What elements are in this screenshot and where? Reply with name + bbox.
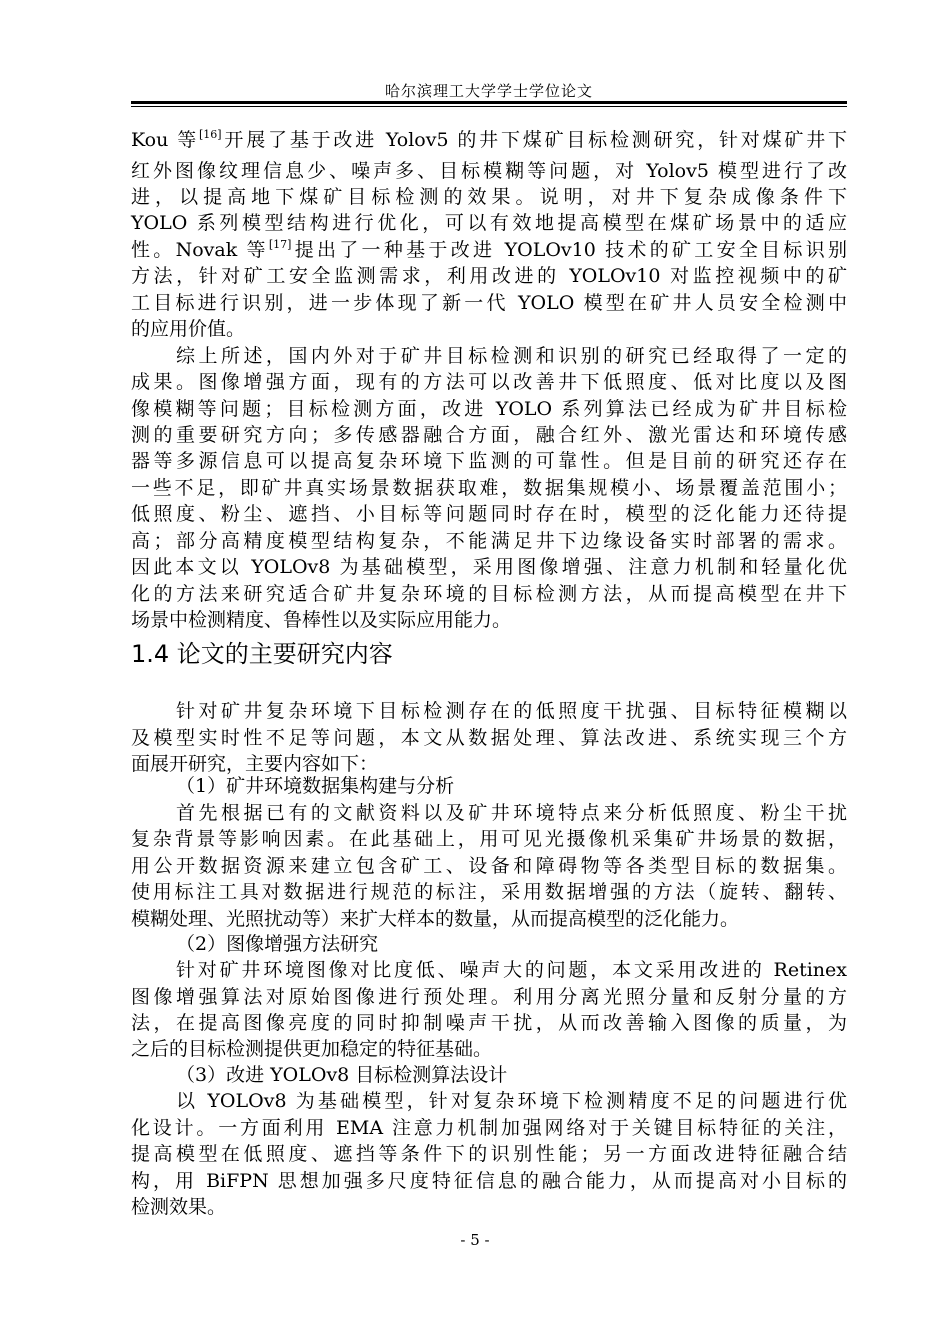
item3-line-2: 化设计。一方面利用 EMA 注意力机制加强网络对于关键目标特征的关注， <box>131 1117 847 1139</box>
item3-title: （3）改进 YOLOv8 目标检测算法设计 <box>176 1064 508 1086</box>
p1-line-4: YOLO 系列模型结构进行优化，可以有效地提高模型在煤矿场景中的适应 <box>131 212 847 234</box>
item3-line-1: 以 YOLOv8 为基础模型，针对复杂环境下检测精度不足的问题进行优 <box>176 1090 847 1112</box>
p1-line-7: 工目标进行识别，进一步体现了新一代 YOLO 模型在矿井人员安全检测中 <box>131 292 847 314</box>
p3-line-1: 针对矿井复杂环境下目标检测存在的低照度干扰强、目标特征模糊以 <box>176 700 847 722</box>
item2-line-2: 图像增强算法对原始图像进行预处理。利用分离光照分量和反射分量的方 <box>131 986 847 1008</box>
item3-line-4: 构，用 BiFPN 思想加强多尺度特征信息的融合能力，从而提高对小目标的 <box>131 1170 847 1192</box>
item2-line-4: 之后的目标检测提供更加稳定的特征基础。 <box>131 1038 493 1060</box>
header-rule-thick <box>131 101 847 104</box>
p2-line-10: 化的方法来研究适合矿井复杂环境的目标检测方法，从而提高模型在井下 <box>131 583 847 605</box>
p2-line-11: 场景中检测精度、鲁棒性以及实际应用能力。 <box>131 609 512 631</box>
item2-line-3: 法，在提高图像亮度的同时抑制噪声干扰，从而改善输入图像的质量，为 <box>131 1012 847 1034</box>
section-heading: 1.4 论文的主要研究内容 <box>131 640 393 668</box>
p1-line-5: 性。Novak 等[17]提出了一种基于改进 YOLOv10 技术的矿工安全目标识别 <box>131 238 847 261</box>
p2-line-2: 成果。图像增强方面，现有的方法可以改善井下低照度、低对比度以及图 <box>131 371 847 393</box>
page-number: - 5 - <box>460 1231 490 1249</box>
header-rule-thin <box>131 106 847 107</box>
running-header: 哈尔滨理工大学学士学位论文 <box>384 82 593 100</box>
item3-line-5: 检测效果。 <box>131 1196 227 1218</box>
p2-line-8: 高；部分高精度模型结构复杂，不能满足井下边缘设备实时部署的需求。 <box>131 530 847 552</box>
citation-16: [16] <box>199 128 222 141</box>
p1-line-3: 进，以提高地下煤矿目标检测的效果。说明，对井下复杂成像条件下 <box>131 186 847 208</box>
item2-title: （2）图像增强方法研究 <box>176 933 379 955</box>
p1-line-6: 方法，针对矿工安全监测需求，利用改进的 YOLOv10 对监控视频中的矿 <box>131 265 847 287</box>
item3-line-3: 提高模型在低照度、遮挡等条件下的识别性能；另一方面改进特征融合结 <box>131 1143 847 1165</box>
item1-line-4: 使用标注工具对数据进行规范的标注，采用数据增强的方法（旋转、翻转、 <box>131 881 847 903</box>
p2-line-1: 综上所述，国内外对于矿井目标检测和识别的研究已经取得了一定的 <box>176 345 847 367</box>
p2-line-6: 一些不足，即矿井真实场景数据获取难，数据集规模小、场景覆盖范围小； <box>131 477 847 499</box>
p1-line-8: 的应用价值。 <box>131 318 246 340</box>
citation-17: [17] <box>268 238 292 251</box>
item1-line-5: 模糊处理、光照扰动等）来扩大样本的数量，从而提高模型的泛化能力。 <box>131 908 740 930</box>
item1-line-3: 用公开数据资源来建立包含矿工、设备和障碍物等各类型目标的数据集。 <box>131 855 847 877</box>
p1-line-2: 红外图像纹理信息少、噪声多、目标模糊等问题，对 Yolov5 模型进行了改 <box>131 160 847 182</box>
item1-title: （1）矿井环境数据集构建与分析 <box>176 775 455 797</box>
p2-line-5: 器等多源信息可以提高复杂环境下监测的可靠性。但是目前的研究还存在 <box>131 450 847 472</box>
p3-line-3: 面展开研究，主要内容如下： <box>131 753 379 775</box>
p2-line-7: 低照度、粉尘、遮挡、小目标等问题同时存在时，模型的泛化能力还待提 <box>131 503 847 525</box>
item2-line-1: 针对矿井环境图像对比度低、噪声大的问题，本文采用改进的 Retinex <box>176 959 847 981</box>
p2-line-3: 像模糊等问题；目标检测方面，改进 YOLO 系列算法已经成为矿井目标检 <box>131 398 847 420</box>
p3-line-2: 及模型实时性不足等问题，本文从数据处理、算法改进、系统实现三个方 <box>131 727 847 749</box>
p2-line-4: 测的重要研究方向；多传感器融合方面，融合红外、激光雷达和环境传感 <box>131 424 847 446</box>
p2-line-9: 因此本文以 YOLOv8 为基础模型，采用图像增强、注意力机制和轻量化优 <box>131 556 847 578</box>
p1-line-1: Kou 等[16]开展了基于改进 Yolov5 的井下煤矿目标检测研究，针对煤矿井下 <box>131 128 848 151</box>
item1-line-2: 复杂背景等影响因素。在此基础上，用可见光摄像机采集矿井场景的数据， <box>131 828 847 850</box>
item1-line-1: 首先根据已有的文献资料以及矿井环境特点来分析低照度、粉尘干扰 <box>176 802 847 824</box>
